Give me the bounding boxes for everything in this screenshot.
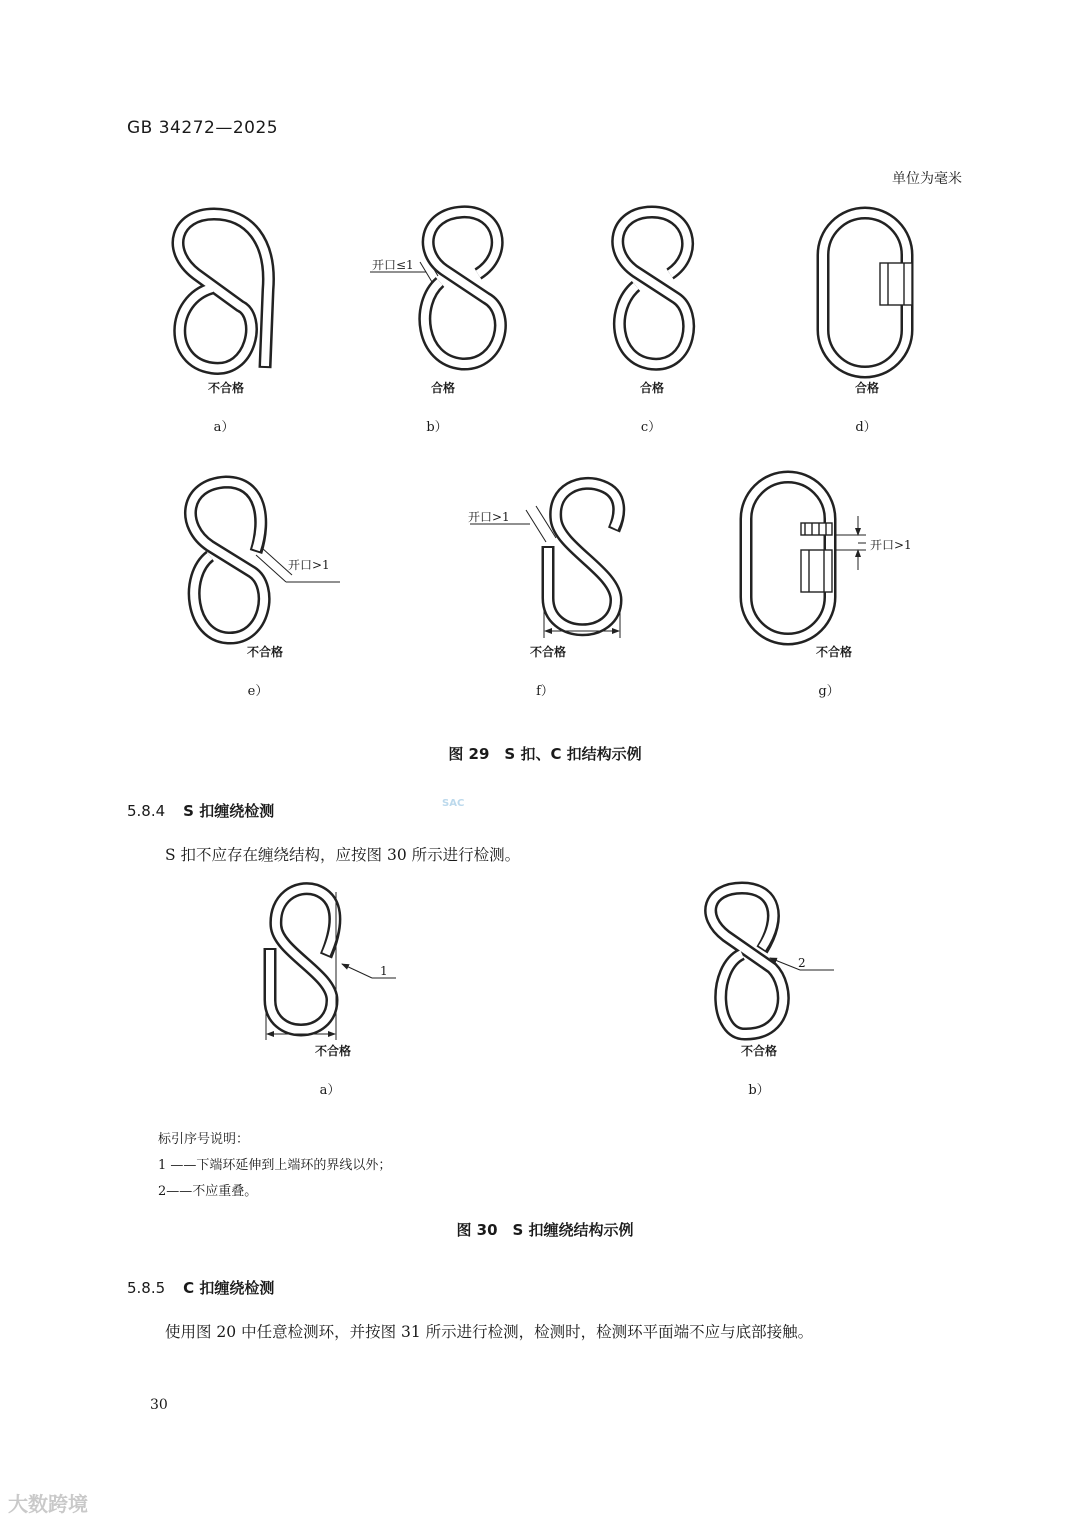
section-5-8-4-heading — [127, 800, 274, 821]
panel-label-e: e） — [247, 684, 269, 699]
panel-label-c: c） — [640, 420, 662, 435]
unit-note: 单位为毫米 — [892, 171, 962, 187]
figure30-caption: 图 30 S 扣缠绕结构示例 — [456, 1221, 634, 1239]
figure29-caption: 图 29 S 扣、C 扣结构示例 — [448, 745, 642, 763]
section-title: C 扣缠绕检测 — [183, 1279, 275, 1297]
dim-label-b: 开口≤1 — [372, 258, 414, 272]
section-title: S 扣缠绕检测 — [183, 802, 275, 820]
verdict-g: 不合格 — [815, 645, 853, 659]
panel-label-f: f） — [536, 684, 554, 699]
verdict-c: 合格 — [639, 381, 665, 395]
sac-watermark: SAC — [442, 798, 465, 809]
section-5-8-5-heading — [127, 1277, 274, 1298]
panel-label-g: g） — [818, 684, 840, 699]
callout-1: 1 — [380, 964, 388, 978]
verdict-d: 合格 — [854, 381, 880, 395]
legend-title: 标引序号说明： — [158, 1132, 250, 1147]
dim-label-f: 开口>1 — [468, 510, 510, 524]
verdict-b: 合格 — [430, 381, 456, 395]
panel-label-a: a） — [213, 420, 235, 435]
dim-label-g: 开口>1 — [870, 538, 912, 552]
section-number: 5.8.5 — [127, 1279, 166, 1297]
verdict-30a: 不合格 — [314, 1044, 352, 1058]
verdict-a: 不合格 — [207, 381, 245, 395]
callout-2: 2 — [798, 956, 806, 970]
watermark-logo — [8, 1488, 88, 1517]
legend-item-1: 1 ——下端环延伸到上端环的界线以外； — [158, 1158, 392, 1173]
legend-item-2: 2——不应重叠。 — [158, 1184, 258, 1199]
panel-label-d: d） — [855, 420, 877, 435]
verdict-e: 不合格 — [246, 645, 284, 659]
page-number: 30 — [150, 1397, 168, 1413]
section-5-8-5-body: 使用图 20 中任意检测环，并按图 31 所示进行检测，检测时，检测环平面端不应与底部接触。 — [165, 1323, 814, 1341]
dim-label-e: 开口>1 — [288, 558, 330, 572]
verdict-f: 不合格 — [529, 645, 567, 659]
panel-label-30a: a） — [319, 1083, 341, 1098]
section-5-8-4-body: S 扣不应存在缠绕结构，应按图 30 所示进行检测。 — [165, 846, 521, 864]
standard-number: GB 34272—2025 — [127, 118, 279, 138]
watermark-text: 大数跨境 — [8, 1492, 88, 1516]
verdict-30b: 不合格 — [740, 1044, 778, 1058]
section-number: 5.8.4 — [127, 802, 166, 820]
panel-label-30b: b） — [748, 1083, 770, 1098]
panel-label-b: b） — [426, 420, 448, 435]
